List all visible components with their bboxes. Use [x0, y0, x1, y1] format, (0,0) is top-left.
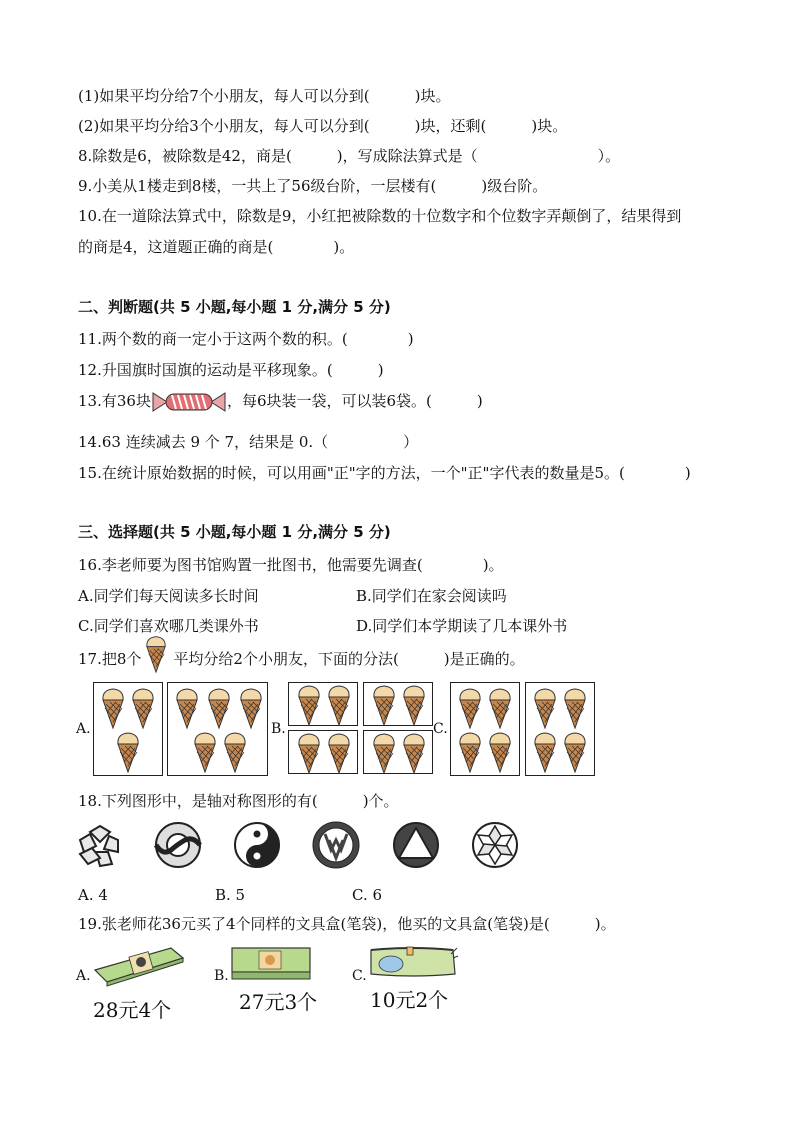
question-13-text-a: 13.有36块 — [78, 392, 151, 410]
ice-cream-icon — [115, 730, 141, 774]
ice-cream-icon — [206, 686, 232, 730]
ice-cream-icon — [143, 634, 169, 674]
candy-icon — [151, 390, 227, 414]
ice-cream-icon — [487, 730, 513, 774]
q18-option-c: C. 6 — [352, 886, 383, 904]
q17-label-c: C. — [433, 721, 448, 737]
q18-option-b: B. 5 — [215, 886, 246, 904]
line-part-2: (2)如果平均分给3个小朋友，每人可以分到( )块，还剩( )块。 — [78, 117, 568, 135]
ice-cream-icon — [238, 686, 264, 730]
question-14: 14.63 连续减去 9 个 7，结果是 0.（ ） — [78, 433, 419, 451]
pencil-bag-c-icon — [367, 944, 459, 980]
question-15: 15.在统计原始数据的时候，可以用画"正"字的方法，一个"正"字代表的数量是5。( ) — [78, 464, 691, 482]
ice-cream-icon — [487, 686, 513, 730]
triangle-circle-icon — [391, 820, 441, 870]
line-part-1: (1)如果平均分给7个小朋友，每人可以分到( )块。 — [78, 87, 451, 105]
question-17 — [78, 646, 525, 674]
question-9: 9.小美从1楼走到8楼，一共上了56级台阶，一层楼有( )级台阶。 — [78, 177, 548, 195]
ice-cream-icon — [130, 686, 156, 730]
section-2-heading: 二、判断题(共 5 小题,每小题 1 分,满分 5 分) — [78, 298, 391, 316]
question-18: 18.下列图形中，是轴对称图形的有( )个。 — [78, 792, 399, 810]
q19-price-a: 28元4个 — [93, 998, 172, 1022]
question-17-text-b: 平均分给2个小朋友，下面的分法( )是正确的。 — [173, 650, 525, 668]
question-8: 8.除数是6，被除数是42，商是( )，写成除法算式是（ ）。 — [78, 147, 621, 165]
ice-cream-icon — [457, 730, 483, 774]
question-10-line-2: 的商是4，这道题正确的商是( )。 — [78, 238, 355, 256]
ice-cream-icon — [457, 686, 483, 730]
ice-cream-icon — [532, 730, 558, 774]
pencil-box-a-icon — [91, 944, 187, 988]
q19-label-c: C. — [352, 968, 367, 984]
pencil-box-b-icon — [229, 946, 313, 982]
pentagon-flower-icon — [76, 822, 124, 870]
ice-cream-icon — [296, 683, 322, 727]
section-3-heading: 三、选择题(共 5 小题,每小题 1 分,满分 5 分) — [78, 523, 391, 541]
q16-option-b: B.同学们在家会阅读吗 — [356, 587, 507, 605]
q19-label-b: B. — [214, 968, 229, 984]
ice-cream-icon — [532, 686, 558, 730]
ice-cream-icon — [562, 730, 588, 774]
q16-option-c: C.同学们喜欢哪几类课外书 — [78, 617, 259, 635]
ice-cream-icon — [401, 731, 427, 775]
ice-cream-icon — [371, 683, 397, 727]
q17-label-b: B. — [271, 721, 286, 737]
ice-cream-icon — [222, 730, 248, 774]
hexagon-star-icon — [470, 820, 520, 870]
question-17-text-a: 17.把8个 — [78, 650, 142, 668]
question-13-text-b: ，每6块装一袋，可以装6袋。( ) — [226, 392, 483, 410]
q19-label-a: A. — [76, 968, 91, 984]
yin-yang-icon — [232, 820, 282, 870]
ice-cream-icon — [562, 686, 588, 730]
q16-option-d: D.同学们本学期读了几本课外书 — [356, 617, 568, 635]
ice-cream-icon — [100, 686, 126, 730]
question-11: 11.两个数的商一定小于这两个数的积。( ) — [78, 330, 414, 348]
vw-logo-icon — [311, 820, 361, 870]
question-10-line-1: 10.在一道除法算式中，除数是9，小红把被除数的十位数字和个位数字弄颠倒了，结果得到 — [78, 207, 682, 225]
q19-price-b: 27元3个 — [239, 990, 318, 1014]
question-12: 12.升国旗时国旗的运动是平移现象。( ) — [78, 361, 384, 379]
swirl-ring-icon — [153, 820, 203, 870]
question-13 — [78, 390, 483, 414]
ice-cream-icon — [174, 686, 200, 730]
question-16: 16.李老师要为图书馆购置一批图书，他需要先调查( )。 — [78, 556, 504, 574]
ice-cream-icon — [371, 731, 397, 775]
ice-cream-icon — [326, 731, 352, 775]
q18-option-a: A. 4 — [78, 886, 108, 904]
q17-label-a: A. — [76, 721, 91, 737]
q19-price-c: 10元2个 — [370, 988, 449, 1012]
ice-cream-icon — [326, 683, 352, 727]
question-19: 19.张老师花36元买了4个同样的文具盒(笔袋)，他买的文具盒(笔袋)是( )。 — [78, 915, 616, 933]
q16-option-a: A.同学们每天阅读多长时间 — [78, 587, 259, 605]
ice-cream-icon — [296, 731, 322, 775]
ice-cream-icon — [192, 730, 218, 774]
ice-cream-icon — [401, 683, 427, 727]
